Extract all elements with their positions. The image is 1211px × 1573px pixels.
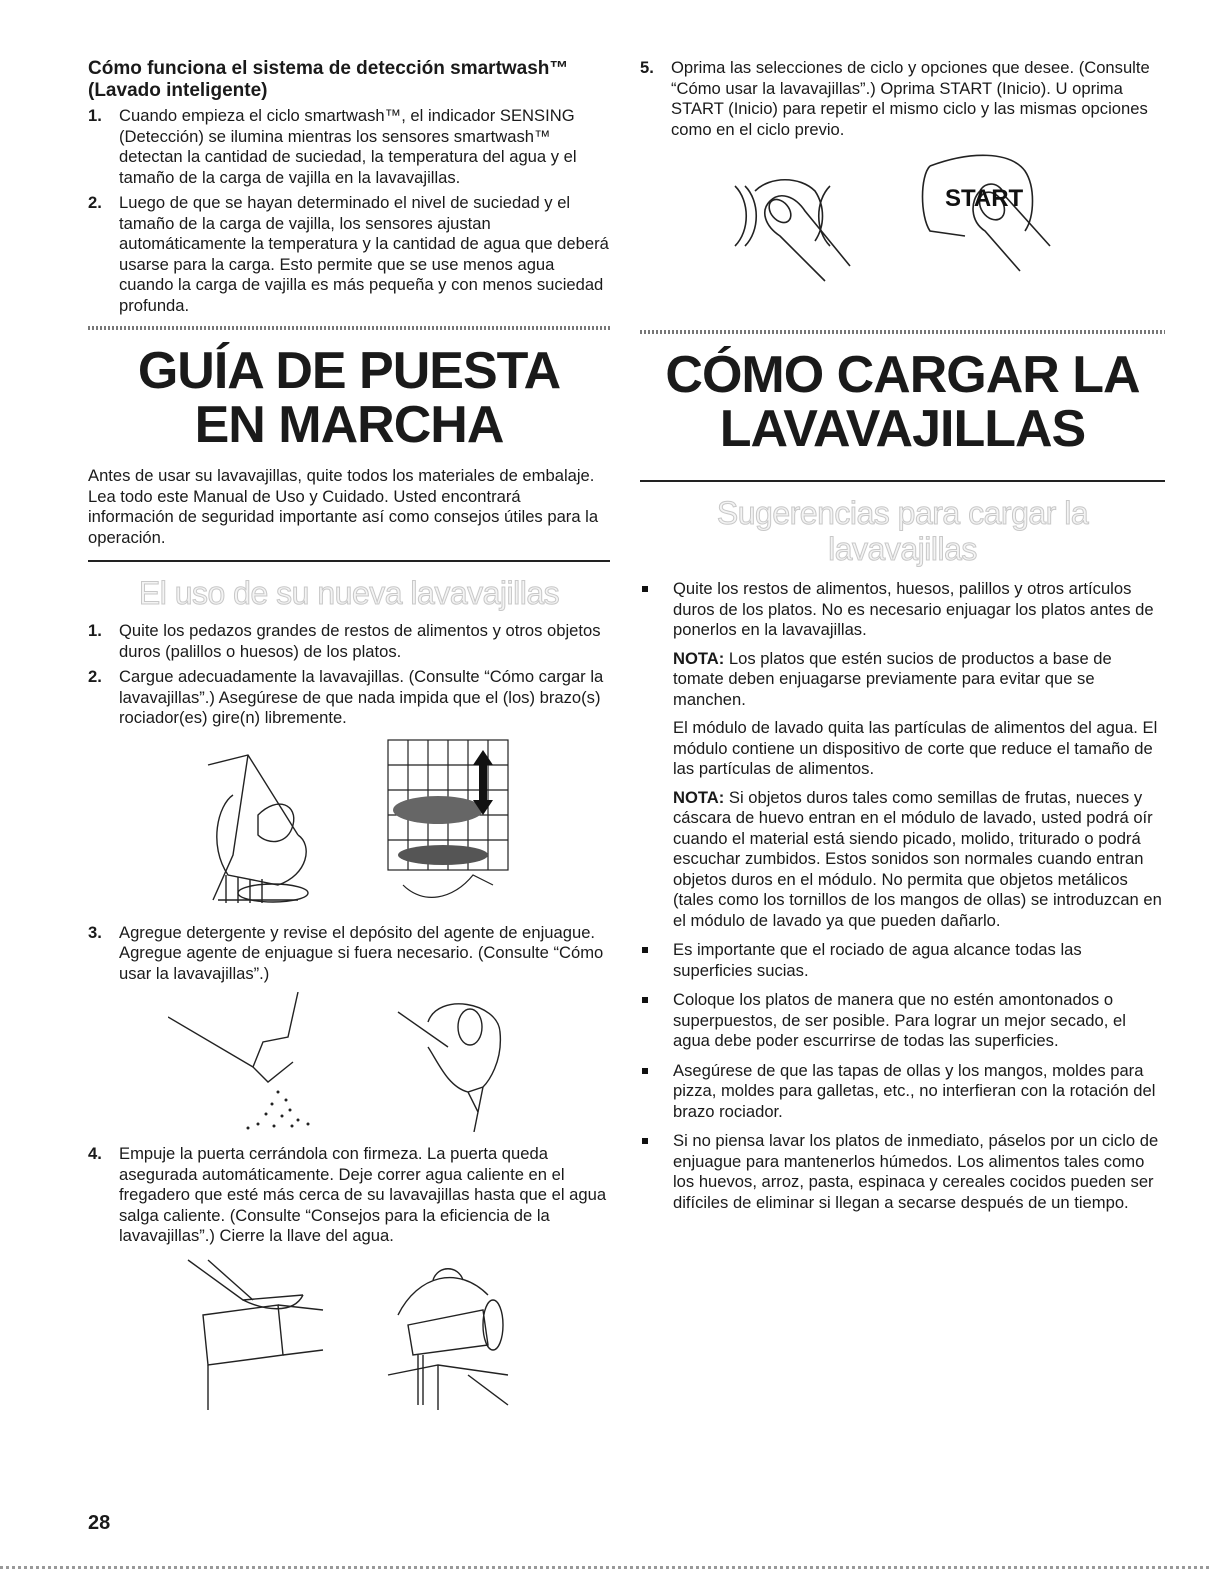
scrape-plate-illustration [188,735,328,905]
list-item: Coloque los platos de manera que no estén amontonados o superpuestos, de ser posible. Para lograr un mejor secado, el agua debe poder escurrirse de todas las superficies. [640,990,1165,1052]
page-number: 28 [88,1512,111,1534]
bullet-square-icon [642,1068,648,1074]
dotted-divider [88,326,610,330]
list-item: 3. Agregue detergente y revise el depósito del agente de enjuague. Agregue agente de enjuague si fuera necesario. (Consulte “Cómo usar la lavavajillas”.) [88,922,604,983]
start-button-label: START [945,185,1024,212]
bullet-square-icon [642,586,648,592]
rack-loading-illustration [383,735,513,905]
guide-title-line1: GUÍA DE PUESTA [137,342,561,400]
start-button-press-illustration [910,146,1060,316]
list-item: Si no piensa lavar los platos de inmediato, páselos por un ciclo de enjuague para mantenerlos húmedos. Los alimentos tales como los huevos, arroz, pasta, espinaca y cereales cocidos pueden ser difíciles de eliminar si llegan a secarse después de un tiempo. [640,1131,1165,1213]
detergent-pour-illustration [168,992,318,1132]
bullet-square-icon [642,1138,648,1144]
step-5 [640,58,1165,140]
loading-tips-heading: Sugerencias para cargar la lavavajillas [716,495,1089,567]
right-column [640,58,1165,1222]
step-4 [88,1144,610,1247]
smartwash-heading: Cómo funciona el sistema de detección smartwash™ (Lavado inteligente) [88,58,569,101]
guide-title [88,344,610,452]
load-title-line1: CÓMO CARGAR LA [665,346,1140,404]
steps-1-2 [88,621,610,729]
load-title-line2: LAVAVAJILLAS [719,400,1086,458]
list-item: 4. Empuje la puerta cerrándola con firmeza. La puerta queda asegurada automáticamente. Deje correr agua caliente en el fregadero que esté más cerca de su lavavajillas hasta que el agua salga caliente. (Consulte “Consejos para la eficiencia de la lavavajillas”.) Cierre la llave del agua. [88,1144,607,1245]
section-rule [88,560,610,562]
figure-row-1 [88,735,610,905]
new-dishwasher-heading: El uso de su nueva lavavajillas [138,575,560,611]
smartwash-section [88,58,610,316]
note-hard-objects: NOTA: Si objetos duros tales como semillas de frutas, nueces y cáscara de huevo entran en el módulo de lavado, usted podrá oír cuando el material está siendo picado, molido, triturado o podrá escuchar zumbidos. Estos sonidos son normales cuando entran objetos duros en el módulo. No permita que objetos metálicos (tales como los tornillos de los mangos de ollas) se introduzcan en el módulo de lavado ya que pueden dañarlo. [673,787,1162,930]
list-item: 2. Cargue adecuadamente la lavavajillas. (Consulte “Cómo cargar la lavavajillas”.) Asegúrese de que nada impida que el (los) brazo(s) rociador(es) gire(n) libremente. [88,667,604,727]
bullet-square-icon [642,997,648,1003]
left-column [88,58,610,1415]
rinse-aid-bottle-illustration [388,992,518,1132]
dotted-divider [640,330,1165,334]
figure-row-3 [88,1255,610,1415]
list-item: Quite los restos de alimentos, huesos, palillos y otros artículos duros de los platos. No es necesario enjuagar los platos antes de ponerlos en la lavavajillas. NOTA: Los platos que estén sucios de productos a base de tomate deben enjuagarse previamente para evitar que se manchen. El módulo de lavado quita las partículas de alimentos del agua. El módulo contiene un dispositivo de corte que reduce el tamaño de las partículas de alimentos. NOTA: Si objetos duros tales como semillas de frutas, nueces y cáscara de huevo entran en el módulo de lavado, usted podrá oír cuando el material está siendo picado, molido, triturado o podrá escuchar zumbidos. Estos sonidos son normales cuando entran objetos duros en el módulo. No permita que objetos metálicos (tales como los tornillos de los mangos de ollas) se introduzcan en el módulo de lavado ya que pueden dañarlo. [640,579,1165,931]
list-item: Es importante que el rociado de agua alcance todas las superficies sucias. [640,940,1165,981]
button-press-figures [640,146,1165,316]
list-item: 5. Oprima las selecciones de ciclo y opciones que desee. (Consulte “Cómo usar la lavavajillas”.) Oprima START (Inicio). U oprima START (Inicio) para repetir el mismo ciclo y las mismas opciones como en el ciclo previo. [640,58,1150,139]
list-item: 1. Quite los pedazos grandes de restos de alimentos y otros objetos duros (palillos o huesos) de los platos. [88,621,601,661]
bullet-square-icon [642,947,648,953]
module-paragraph: El módulo de lavado quita las partículas de alimentos del agua. El módulo contiene un dispositivo de corte que reduce el tamaño de las partículas de alimentos. [673,718,1158,778]
cycle-button-press-illustration [730,171,870,311]
list-item: Asegúrese de que las tapas de ollas y los mangos, moldes para pizza, moldes para galletas, etc., no interfieran con la rotación del brazo rociador. [640,1061,1165,1123]
door-push-illustration [183,1255,333,1415]
list-item: 2. Luego de que se hayan determinado el nivel de suciedad y el tamaño de la carga de vajilla, los sensores ajustan automáticamente la temperatura y la cantidad de agua que deberá usarse para la carga. Esto permite que se use menos agua cuando la carga de vajilla es más pequeña y con menos suciedad profunda. [88,193,609,315]
intro-paragraph: Antes de usar su lavavajillas, quite todos los materiales de embalaje. Lea todo este Manual de Uso y Cuidado. Usted encontrará información de seguridad importante así como consejos útiles para la operación. [88,466,599,547]
list-item: 1. Cuando empieza el ciclo smartwash™, el indicador SENSING (Detección) se ilumina mientras los sensores smartwash™ detectan la cantidad de suciedad, la temperatura del agua y el tamaño de la carga de vajilla en la lavavajillas. [88,106,577,187]
section-rule [640,480,1165,482]
figure-row-2 [88,992,610,1132]
bottom-dotted-line [0,1566,1211,1569]
note-tomato: NOTA: Los platos que estén sucios de productos a base de tomate deben enjuagarse previamente para evitar que se manchen. [673,648,1112,709]
load-title [640,348,1165,456]
step-3 [88,923,610,985]
loading-tips-list [640,579,1165,1213]
guide-title-line2: EN MARCHA [194,396,504,454]
smartwash-steps [88,106,610,316]
faucet-illustration [378,1255,518,1415]
